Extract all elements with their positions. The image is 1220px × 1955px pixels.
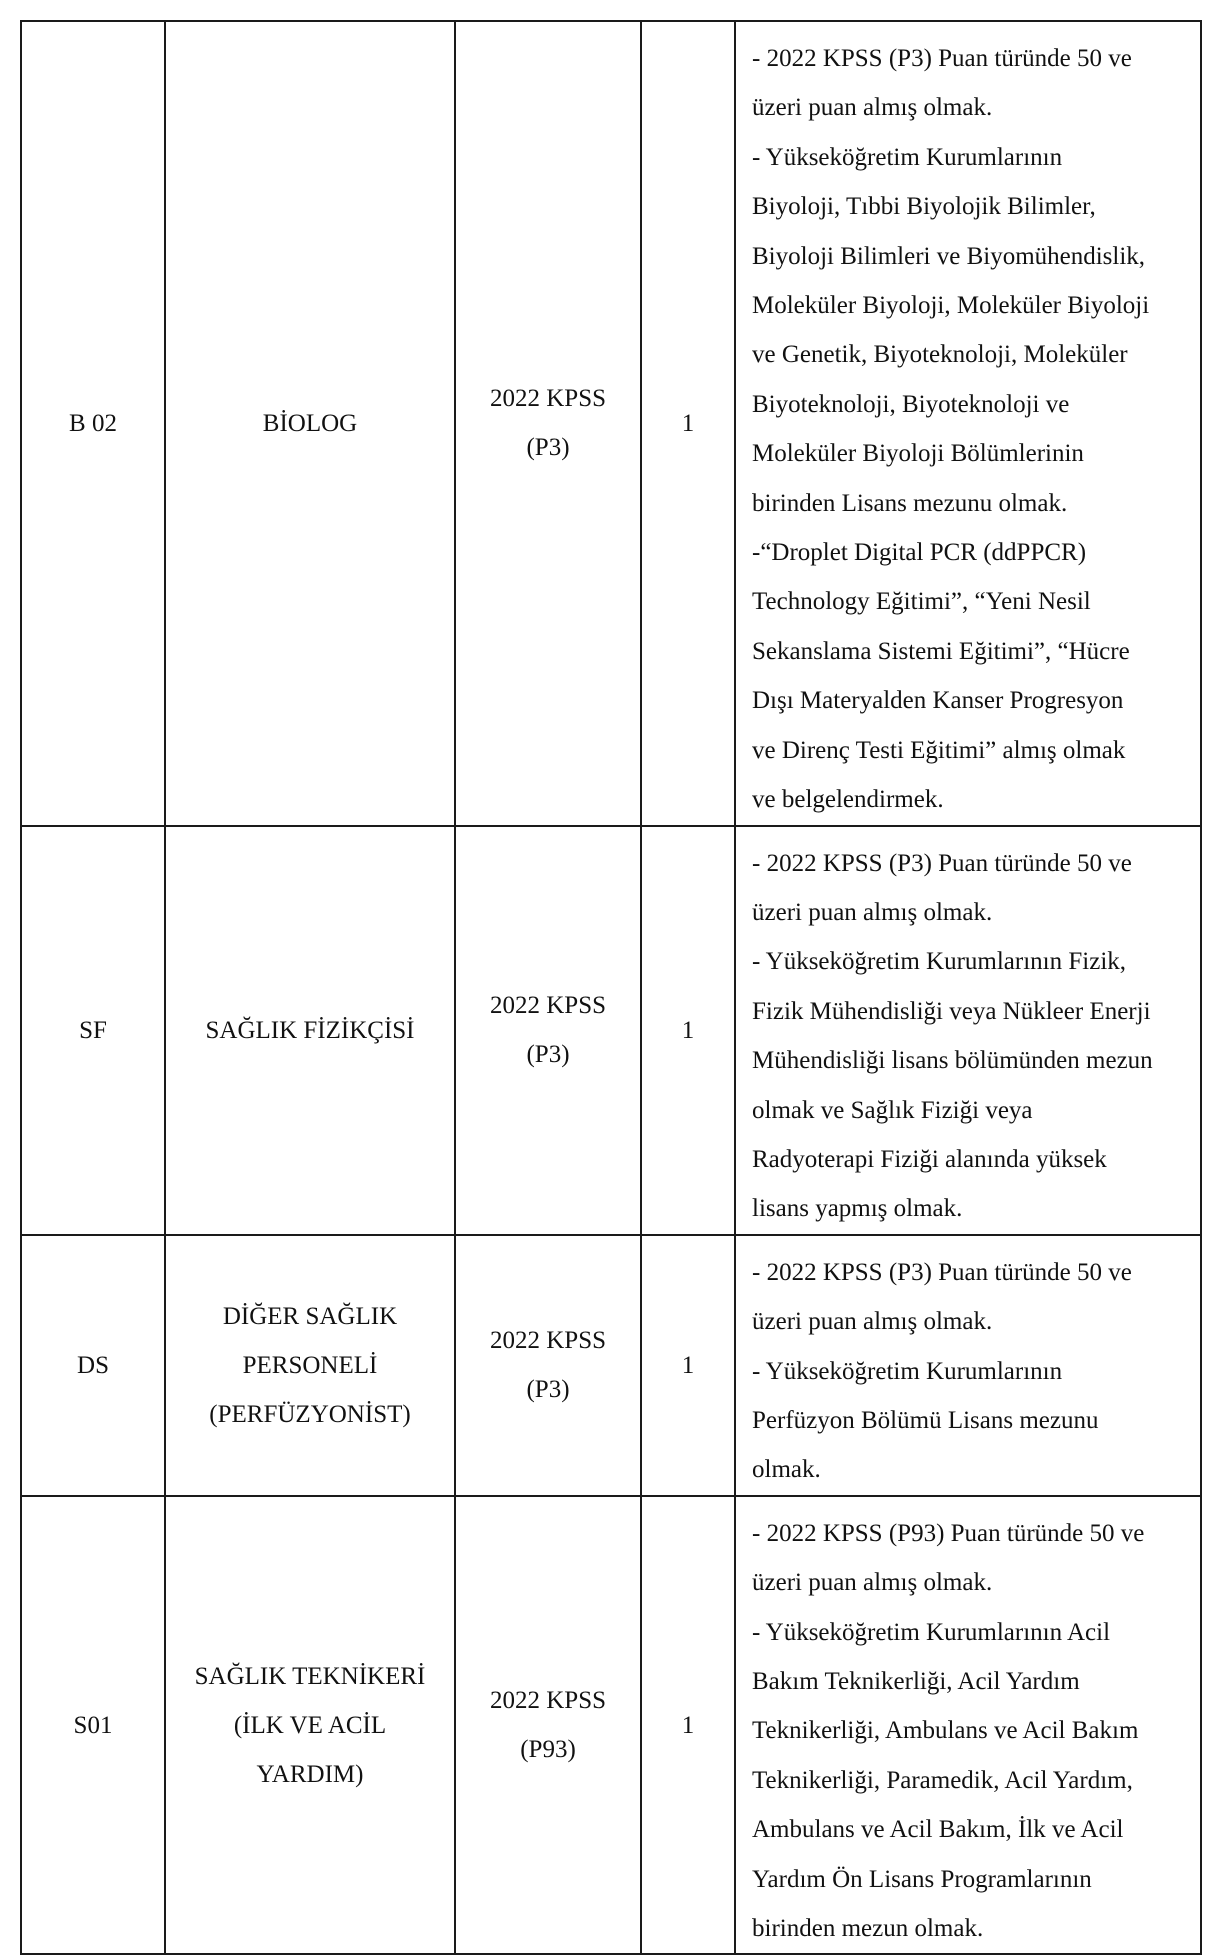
position-count: 1: [681, 1711, 695, 1739]
requirements-line: Perfüzyon Bölümü Lisans mezunu: [752, 1406, 1099, 1434]
requirements-line: Mühendisliği lisans bölümünden mezun: [752, 1047, 1153, 1075]
exam-type-line: (P3): [526, 1376, 570, 1404]
requirements-cell: [735, 1235, 1201, 1496]
requirements-line: Moleküler Biyoloji Bölümlerinin: [752, 440, 1084, 468]
requirements-line: Yardım Ön Lisans Programlarının: [752, 1865, 1092, 1893]
exam-type-line: 2022 KPSS: [489, 1327, 606, 1355]
exam-type-cell: [455, 21, 641, 826]
position-title-line: YARDIM): [256, 1760, 364, 1788]
position-code-cell: [21, 21, 165, 826]
position-title-line: BİOLOG: [262, 409, 358, 437]
exam-type-line: 2022 KPSS: [489, 992, 606, 1020]
requirements-line: Teknikerliği, Ambulans ve Acil Bakım: [752, 1717, 1139, 1745]
requirements-cell: [735, 21, 1201, 826]
position-code-cell: [21, 826, 165, 1235]
position-count: 1: [681, 409, 695, 437]
requirements-line: Moleküler Biyoloji, Moleküler Biyoloji: [752, 292, 1150, 320]
requirements-line: - 2022 KPSS (P3) Puan türünde 50 ve: [752, 1258, 1132, 1286]
requirements-line: üzeri puan almış olmak.: [752, 94, 993, 122]
position-title-line: (İLK VE ACİL: [233, 1711, 387, 1739]
requirements-cell: [735, 826, 1201, 1235]
requirements-line: Technology Eğitimi”, “Yeni Nesil: [752, 588, 1091, 616]
requirements-line: - Yükseköğretim Kurumlarının: [752, 1357, 1063, 1385]
exam-type-cell: [455, 826, 641, 1235]
position-title-cell: [165, 826, 455, 1235]
position-count-cell: [641, 826, 735, 1235]
exam-type-cell: [455, 1496, 641, 1955]
position-code: DS: [77, 1351, 109, 1379]
requirements-line: -“Droplet Digital PCR (ddPPCR): [752, 539, 1087, 567]
requirements-line: Biyoloji, Tıbbi Biyolojik Bilimler,: [752, 193, 1096, 221]
exam-type-line: (P93): [520, 1736, 576, 1764]
requirements-line: - Yükseköğretim Kurumlarının Acil: [752, 1618, 1111, 1646]
position-count: 1: [681, 1016, 695, 1044]
requirements-line: ve Direnç Testi Eğitimi” almış olmak: [752, 736, 1126, 764]
requirements-line: Teknikerliği, Paramedik, Acil Yardım,: [752, 1766, 1133, 1794]
exam-type-line: 2022 KPSS: [489, 385, 606, 413]
requirements-line: ve belgelendirmek.: [752, 786, 944, 814]
position-code-cell: [21, 1235, 165, 1496]
exam-type-cell: [455, 1235, 641, 1496]
requirements-line: Dışı Materyalden Kanser Progresyon: [752, 687, 1124, 715]
table-row: [21, 826, 1201, 1235]
table-row: [21, 1235, 1201, 1496]
requirements-line: - 2022 KPSS (P93) Puan türünde 50 ve: [752, 1519, 1145, 1547]
requirements-line: Sekanslama Sistemi Eğitimi”, “Hücre: [752, 637, 1130, 665]
positions-table-body: [21, 21, 1201, 1954]
table-row: [21, 21, 1201, 826]
position-code: B 02: [69, 409, 117, 437]
position-count-cell: [641, 1235, 735, 1496]
requirements-line: üzeri puan almış olmak.: [752, 898, 993, 926]
requirements-cell: [735, 1496, 1201, 1955]
position-title-line: SAĞLIK TEKNİKERİ: [194, 1662, 426, 1690]
requirements-line: Radyoterapi Fiziği alanında yüksek: [752, 1145, 1107, 1173]
position-title-line: SAĞLIK FİZİKÇİSİ: [205, 1016, 415, 1044]
position-title-cell: [165, 1496, 455, 1955]
position-code-cell: [21, 1496, 165, 1955]
requirements-line: üzeri puan almış olmak.: [752, 1569, 993, 1597]
position-title-line: (PERFÜZYONİST): [209, 1400, 411, 1428]
position-title-cell: [165, 1235, 455, 1496]
requirements-line: birinden Lisans mezunu olmak.: [752, 489, 1068, 517]
requirements-line: lisans yapmış olmak.: [752, 1195, 963, 1223]
requirements-line: - Yükseköğretim Kurumlarının Fizik,: [752, 948, 1127, 976]
position-code: SF: [79, 1016, 107, 1044]
positions-table: [20, 20, 1202, 1955]
requirements-line: ve Genetik, Biyoteknoloji, Moleküler: [752, 341, 1128, 369]
requirements-line: olmak ve Sağlık Fiziği veya: [752, 1096, 1033, 1124]
position-title-line: DİĞER SAĞLIK: [222, 1302, 398, 1330]
table-row: [21, 1496, 1201, 1955]
position-count-cell: [641, 1496, 735, 1955]
requirements-line: üzeri puan almış olmak.: [752, 1308, 993, 1336]
requirements-line: - 2022 KPSS (P3) Puan türünde 50 ve: [752, 849, 1132, 877]
requirements-line: olmak.: [752, 1456, 821, 1484]
exam-type-line: (P3): [526, 434, 570, 462]
requirements-line: birinden mezun olmak.: [752, 1915, 984, 1943]
requirements-line: Bakım Teknikerliği, Acil Yardım: [752, 1668, 1080, 1695]
requirements-line: Ambulans ve Acil Bakım, İlk ve Acil: [752, 1816, 1124, 1844]
requirements-line: Biyoteknoloji, Biyoteknoloji ve: [752, 390, 1070, 418]
position-count-cell: [641, 21, 735, 826]
exam-type-line: 2022 KPSS: [489, 1687, 606, 1715]
position-code: S01: [73, 1711, 113, 1739]
position-count: 1: [681, 1351, 695, 1379]
position-title-line: PERSONELİ: [242, 1351, 378, 1379]
exam-type-line: (P3): [526, 1041, 570, 1069]
requirements-line: - Yükseköğretim Kurumlarının: [752, 143, 1063, 171]
position-title-cell: [165, 21, 455, 826]
requirements-line: Fizik Mühendisliği veya Nükleer Enerji: [752, 997, 1151, 1025]
requirements-line: Biyoloji Bilimleri ve Biyomühendislik,: [752, 242, 1146, 270]
requirements-line: - 2022 KPSS (P3) Puan türünde 50 ve: [752, 45, 1132, 72]
